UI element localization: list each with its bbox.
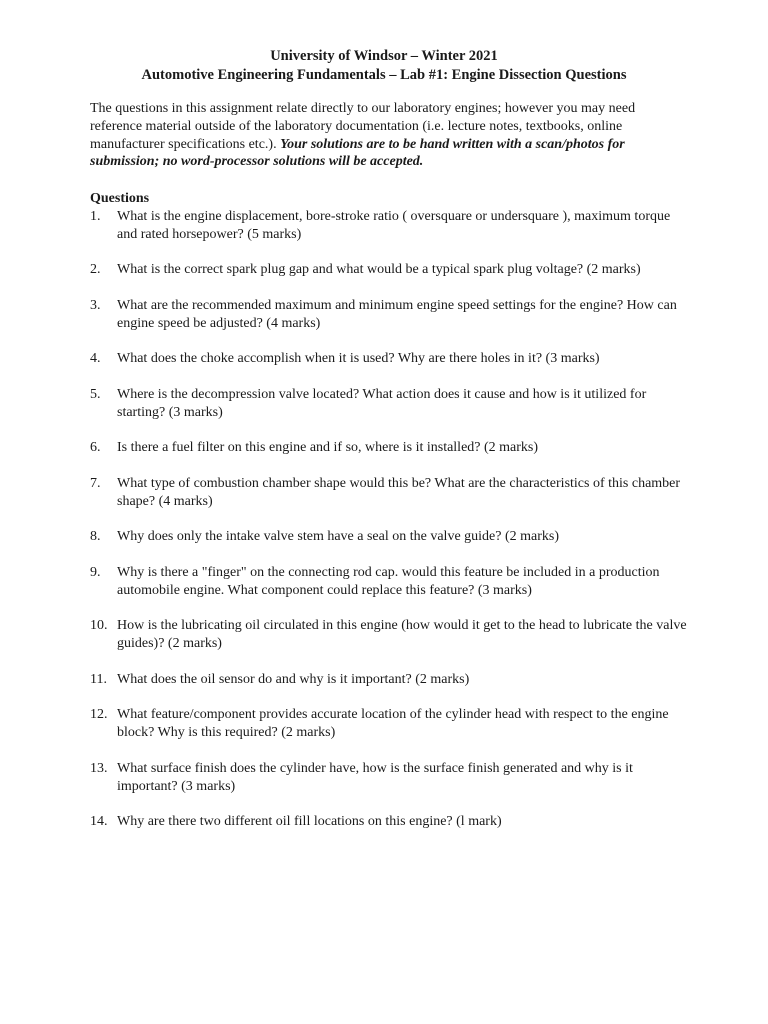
question-number: 7. [90, 475, 101, 491]
question-number: 6. [90, 440, 101, 456]
question-text: What type of combustion chamber shape would this be? What are the characteristics of this chamber shape? (4 marks) [117, 475, 681, 509]
question-text: Where is the decompression valve located? What action does it cause and how is it utilized for starting? (3 marks) [117, 386, 647, 420]
document-header [0, 47, 768, 85]
question-number: 3. [90, 297, 101, 313]
question-number: 14. [90, 814, 108, 830]
question-item [90, 706, 690, 742]
question-text: What does the oil sensor do and why is it important? (2 marks) [117, 671, 470, 687]
intro-text: The questions in this assignment relate directly to our laboratory engines; however you may need reference material outside of the laboratory documentation (i.e. lecture notes, textbooks, online manufacturer specifications etc.). [90, 101, 636, 152]
question-text: Why is there a "finger" on the connecting rod cap. would this feature be included in a production automobile engine. What component could replace this feature? (3 marks) [117, 564, 660, 598]
header-course-title: Automotive Engineering Fundamentals – Lab #1: Engine Dissection Questions [141, 67, 627, 83]
header-institution: University of Windsor – Winter 2021 [270, 48, 498, 64]
question-number: 11. [90, 671, 107, 687]
question-number: 1. [90, 209, 101, 224]
question-number: 10. [90, 618, 108, 634]
question-number: 2. [90, 262, 101, 278]
question-item [90, 386, 690, 422]
question-item [90, 439, 690, 457]
question-text: What feature/component provides accurate location of the cylinder head with respect to the engine block? Why is this required? (2 marks) [117, 707, 669, 741]
question-item [90, 760, 690, 796]
question-list [90, 208, 690, 849]
question-text: Why does only the intake valve stem have a seal on the valve guide? (2 marks) [117, 529, 560, 545]
question-item [90, 564, 690, 600]
question-number: 9. [90, 564, 101, 580]
question-text: What is the correct spark plug gap and what would be a typical spark plug voltage? (2 marks) [117, 262, 641, 278]
question-number: 4. [90, 351, 101, 367]
question-item [90, 813, 690, 831]
question-text: Why are there two different oil fill locations on this engine? (l mark) [117, 814, 502, 830]
question-item [90, 528, 690, 546]
question-text: Is there a fuel filter on this engine and if so, where is it installed? (2 marks) [117, 440, 539, 456]
question-item [90, 475, 690, 511]
question-item [90, 261, 690, 279]
question-text: What is the engine displacement, bore-stroke ratio ( oversquare or undersquare ), maximum torque and rated horsepower? (5 marks) [117, 209, 671, 242]
intro-emphasis: Your solutions are to be hand written with a scan/photos for submission; no word-processor solutions will be accepted. [90, 136, 625, 170]
question-text: How is the lubricating oil circulated in this engine (how would it get to the head to lubricate the valve guides)? (2 marks) [117, 618, 687, 652]
question-text: What are the recommended maximum and minimum engine speed settings for the engine? How can engine speed be adjusted? (4 marks) [117, 297, 677, 331]
question-text: What surface finish does the cylinder have, how is the surface finish generated and why is it important? (3 marks) [117, 760, 633, 794]
question-item [90, 208, 690, 244]
question-item [90, 617, 690, 653]
question-number: 13. [90, 760, 108, 776]
questions-heading: Questions [90, 191, 150, 206]
question-item [90, 350, 690, 368]
question-number: 8. [90, 529, 101, 545]
question-text: What does the choke accomplish when it is used? Why are there holes in it? (3 marks) [117, 351, 600, 367]
question-item [90, 297, 690, 333]
question-number: 12. [90, 707, 108, 723]
question-item [90, 671, 690, 689]
question-number: 5. [90, 386, 101, 402]
intro-paragraph [90, 100, 690, 171]
